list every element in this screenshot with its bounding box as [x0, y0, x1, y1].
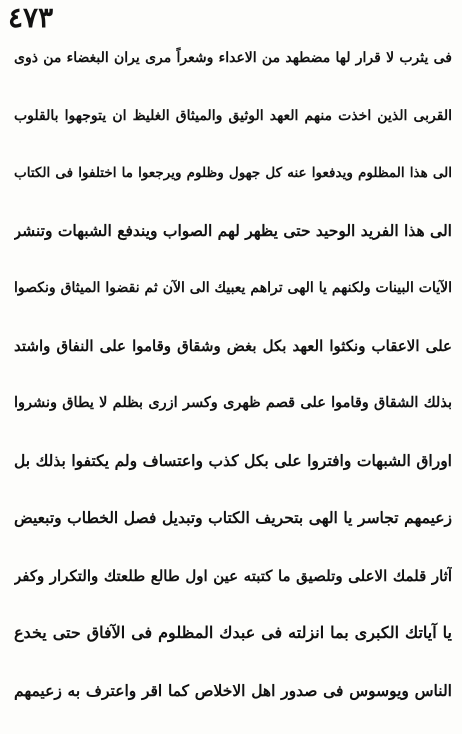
- text-line: الآيات البينات ولكنهم يا الهى تراهم يعبيك الى الآن ثم نقضوا الميثاق ونكصوا: [14, 280, 452, 296]
- text-line: بذلك الشقاق وقاموا على قصم ظهرى وكسر ازرى بظلم لا يطاق ونشروا: [14, 394, 452, 411]
- text-line: الناس ويوسوس فى صدور اهل الاخلاص كما اقر واعترف به زعيمهم: [14, 680, 452, 700]
- text-line: على الاعقاب ونكثوا العهد بكل بغض وشقاق وقاموا على النفاق واشتد: [14, 336, 452, 355]
- text-line: القربى الذين اخذت منهم العهد الوثيق والميثاق الغليظ ان يتوجهوا بالقلوب: [14, 107, 452, 124]
- text-line: يا آياتك الكبرى بما انزلته فى عبدك المظلوم فى الآفاق حتى يخدع: [14, 623, 452, 642]
- text-line: الى هذا المظلوم ويدفعوا عنه كل جهول وظلوم ويرجعوا ما اختلفوا فى الكتاب: [14, 165, 452, 181]
- page-number: ٤٧٣: [8, 1, 54, 34]
- text-line: اوراق الشبهات وافتروا على بكل كذب واعتساف ولم يكتفوا بذلك بل: [14, 450, 452, 470]
- text-line: الى هذا الفريد الوحيد حتى يظهر لهم الصواب ويندفع الشبهات وتنشر: [14, 220, 452, 240]
- text-line: فى يثرب لا قرار لها مضطهد من الاعداء وشعراً مرى يران البغضاء من ذوى: [14, 50, 452, 66]
- text-line: آثار قلمك الاعلى وتلصيق ما كتبته عين اول طالع طلعتك والتكرار وكفر: [14, 566, 452, 585]
- body-text: [14, 38, 452, 728]
- text-line: زعيمهم تجاسر يا الهى بتحريف الكتاب وتبديل فصل الخطاب وتبعيض: [14, 508, 452, 527]
